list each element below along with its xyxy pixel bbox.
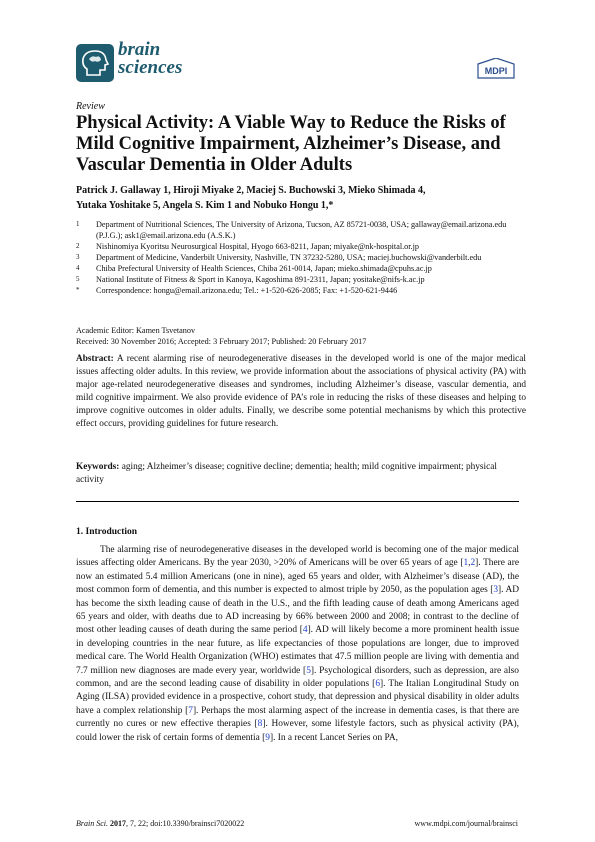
affiliation-number: *	[76, 286, 80, 294]
keywords	[76, 461, 526, 487]
affiliation-text: National Institute of Fitness & Sport in Kanoya, Kagoshima 891-2311, Japan; yositake@nifs-k.ac.jp	[96, 275, 425, 284]
affiliation-item	[76, 219, 526, 241]
authors	[76, 183, 526, 213]
history-dates: Received: 30 November 2016; Accepted: 3 February 2017; Published: 20 February 2017	[76, 337, 367, 346]
section-body	[76, 544, 519, 745]
affiliation-text: Chiba Prefectural University of Health Sciences, Chiba 261-0014, Japan; mieko.shimada@cpuhs.ac.jp	[96, 264, 432, 273]
affiliation-item	[76, 241, 526, 252]
body-text: ]. AD has become the sixth leading cause of death in the U.S., and the fifth leading cause of death among Americans aged 65 years and older, with deaths due to AD increasing by 66% between 2000 and 2008; in contrast to the decline of most other leading causes of death during the same period [	[76, 585, 519, 636]
abstract	[76, 353, 526, 431]
affiliation-text: Nishinomiya Kyoritsu Neurosurgical Hospital, Hyogo 663-8211, Japan; miyake@nk-hospital.or.jp	[96, 242, 419, 251]
affiliation-number: 3	[76, 253, 80, 261]
article-dates	[76, 325, 526, 347]
reference-link[interactable]: 6	[375, 679, 380, 690]
reference-link[interactable]: 9	[265, 732, 270, 743]
body-text: ]. AD will likely become a more prominent health issue in developing countries in the near future, as life expectancies of those populations are longer, due to improved medical care. The World Health Organization (WHO) estimates that 47.5 million people are living with dementia and 7.7 million new diagnoses are made every year, worldwide [	[76, 625, 519, 676]
svg-text:MDPI: MDPI	[484, 66, 508, 76]
authors-line-1: Patrick J. Gallaway 1, Hiroji Miyake 2, Maciej S. Buchowski 3, Mieko Shimada 4,	[76, 185, 426, 196]
article-title: Physical Activity: A Viable Way to Reduce the Risks of Mild Cognitive Impairment, Alzheimer’s Disease, and Vascular Dementia in Older Adults	[76, 113, 506, 175]
keywords-label: Keywords:	[76, 462, 120, 472]
affiliations	[76, 219, 526, 296]
reference-link[interactable]: 3	[493, 585, 499, 596]
journal-logo-icon	[76, 44, 114, 82]
authors-line-2: Yutaka Yoshitake 5, Angela S. Kim 1 and Nobuko Hongu 1,*	[76, 200, 334, 211]
body-text: ]. The Italian Longitudinal Study on Aging (ILSA) provided evidence in a prospective, cohort study, that depression and physical disability in older adults have a complex relationship [	[76, 679, 519, 716]
keywords-text: aging; Alzheimer’s disease; cognitive decline; dementia; health; mild cognitive impairment; physical activity	[76, 462, 497, 485]
divider	[76, 501, 519, 502]
affiliation-item	[76, 252, 526, 263]
affiliation-item	[76, 274, 526, 285]
affiliation-number: 2	[76, 242, 80, 250]
affiliation-item	[76, 285, 526, 296]
citation-footer: Brain Sci. 2017, 7, 22; doi:10.3390/brainsci7020022	[76, 819, 245, 828]
body-text: ]. In a recent Lancet Series on PA,	[269, 732, 398, 743]
affiliation-number: 4	[76, 264, 80, 272]
section-heading: 1. Introduction	[76, 527, 138, 537]
article-type: Review	[76, 101, 105, 112]
affiliation-number: 1	[76, 220, 80, 228]
reference-link[interactable]: 1	[463, 558, 469, 569]
body-text: ]. There are now an estimated 5.4 million Americans (one in nine), aged 65 years and older, with Alzheimer’s disease (AD), the most common form of dementia, and this number is expected to almost triple by 2050, as the population ages [	[76, 558, 519, 596]
body-text: ]. However, some lifestyle factors, such as physical activity (PA), could lower the risk of certain forms of dementia [	[76, 719, 519, 743]
journal-name: brain sciences	[118, 39, 183, 78]
body-text: The alarming rise of neurodegenerative diseases in the developed world is becoming one of the major medical issues affecting older Americans. By the year 2030, >20% of Americans will be over 65 years of age [	[76, 545, 519, 569]
body-text: ,	[468, 558, 471, 569]
reference-link[interactable]: 4	[302, 625, 308, 636]
affiliation-number: 5	[76, 275, 80, 283]
affiliation-text: Department of Nutritional Sciences, The University of Arizona, Tucson, AZ 85721-0038, USA; gallaway@email.arizona.edu (P.J.G.); ask1@email.arizona.edu (A.S.K.)	[96, 220, 507, 240]
mdpi-logo-icon	[476, 58, 516, 78]
academic-editor: Academic Editor: Kamen Tsvetanov	[76, 326, 196, 335]
affiliation-text: Correspondence: hongu@email.arizona.edu; Tel.: +1-520-626-2085; Fax: +1-520-621-9446	[96, 286, 398, 295]
affiliation-item	[76, 263, 526, 274]
abstract-label: Abstract:	[76, 354, 114, 364]
reference-link[interactable]: 5	[306, 665, 311, 676]
abstract-text: A recent alarming rise of neurodegenerative diseases in the developed world is one of the major medical issues affecting older adults. In this review, we provide information about the associations of physical activity (PA) with major age-related neurodegenerative diseases and syndromes, including Alzheimer’s disease, vascular dementia, and mild cognitive impairment. We also provide evidence of PA’s role in reducing the risks of these diseases and helping to improve cognitive outcomes in older adults. Finally, we describe some potential mechanisms by which this protective effect occurs, providing guidelines for future research.	[76, 354, 527, 429]
reference-link[interactable]: 2	[470, 558, 476, 569]
body-text: ]. Psychological disorders, such as depression, are also common, and are the second leading cause of disability in older populations [	[76, 665, 519, 690]
affiliation-text: Department of Medicine, Vanderbilt University, Nashville, TN 37232-5280, USA; maciej.buchowski@vanderbilt.edu	[96, 253, 482, 262]
body-text: ]. Perhaps the most alarming aspect of the increase in dementia cases, is that there are currently no cures or new effective therapies [	[76, 705, 519, 730]
reference-link[interactable]: 7	[188, 705, 193, 716]
reference-link[interactable]: 8	[257, 719, 263, 730]
journal-url: www.mdpi.com/journal/brainsci	[414, 819, 518, 828]
